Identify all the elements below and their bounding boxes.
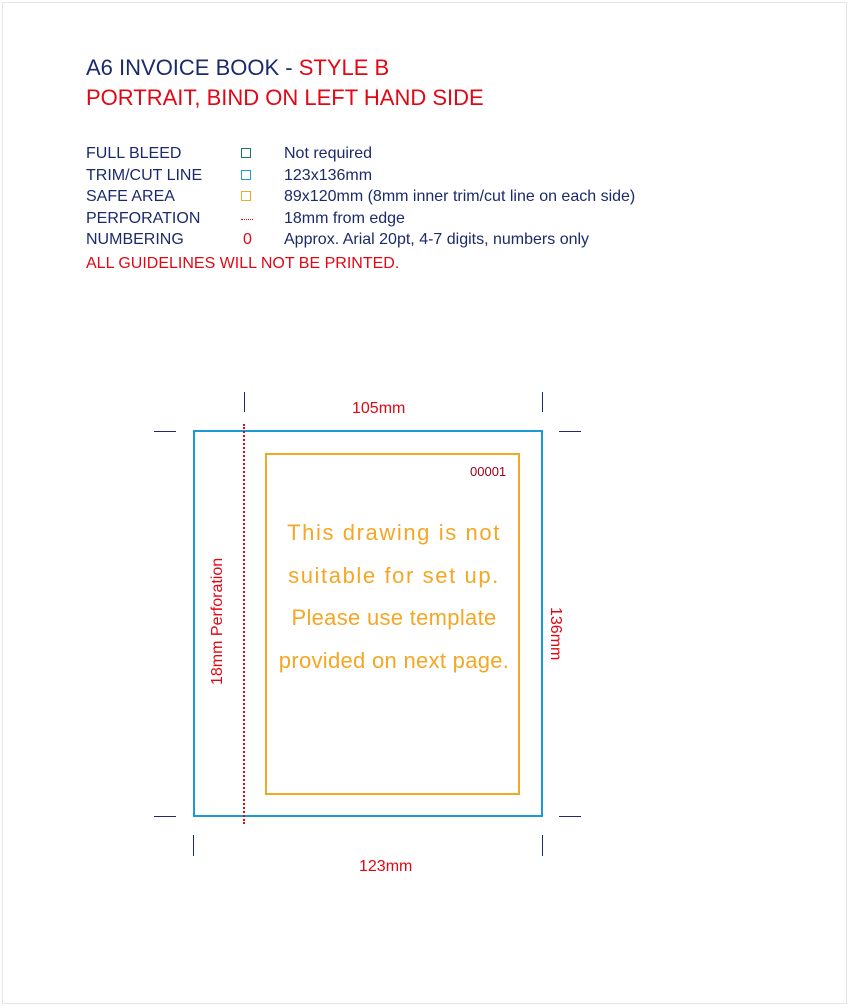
legend-label: SAFE AREA bbox=[86, 188, 175, 205]
title-style: STYLE B bbox=[298, 55, 390, 80]
red-dotted-line-icon bbox=[241, 209, 255, 229]
numbering-sample: 00001 bbox=[470, 464, 507, 479]
warning-line: provided on next page. bbox=[278, 647, 510, 673]
crop-mark-bottom-left-vertical bbox=[193, 835, 194, 856]
crop-mark-top-right-vertical bbox=[542, 392, 543, 412]
guidelines-note: ALL GUIDELINES WILL NOT BE PRINTED. bbox=[86, 255, 400, 272]
crop-mark-left-top-horizontal bbox=[154, 431, 176, 432]
crop-mark-top-left-vertical bbox=[244, 392, 245, 412]
dimension-width-bottom: 123mm bbox=[359, 858, 413, 875]
warning-message bbox=[268, 512, 520, 682]
blue-square-icon bbox=[241, 166, 255, 186]
numbering-symbol: 0 bbox=[243, 231, 252, 248]
legend-label: PERFORATION bbox=[86, 209, 201, 227]
crop-mark-right-bottom-horizontal bbox=[559, 816, 581, 817]
title-main: A6 INVOICE BOOK - bbox=[86, 55, 299, 80]
dimension-height: 136mm bbox=[547, 607, 564, 661]
green-square-icon bbox=[241, 144, 255, 164]
legend-value: Not required bbox=[284, 145, 373, 162]
legend-value: 18mm from edge bbox=[284, 209, 405, 227]
warning-line: This drawing is not bbox=[287, 520, 501, 545]
crop-mark-bottom-right-vertical bbox=[542, 835, 543, 856]
warning-line: suitable for set up. bbox=[288, 562, 500, 588]
page-title bbox=[86, 55, 389, 81]
crop-mark-right-top-horizontal bbox=[559, 431, 581, 432]
legend-value: Approx. Arial 20pt, 4-7 digits, numbers only bbox=[284, 231, 590, 248]
warning-line: Please use template bbox=[291, 605, 497, 630]
legend-value: 123x136mm bbox=[284, 166, 373, 184]
legend-value: 89x120mm (8mm inner trim/cut line on each side) bbox=[284, 188, 636, 205]
legend-label: NUMBERING bbox=[86, 231, 184, 248]
perforation-label: 18mm Perforation bbox=[209, 557, 226, 685]
legend-label: FULL BLEED bbox=[86, 145, 182, 162]
page-subtitle: PORTRAIT, BIND ON LEFT HAND SIDE bbox=[86, 85, 484, 110]
orange-square-icon bbox=[241, 187, 255, 207]
dimension-width-top: 105mm bbox=[352, 400, 406, 417]
perforation-line bbox=[243, 424, 245, 824]
legend-label: TRIM/CUT LINE bbox=[86, 166, 203, 184]
crop-mark-left-bottom-horizontal bbox=[154, 816, 176, 817]
